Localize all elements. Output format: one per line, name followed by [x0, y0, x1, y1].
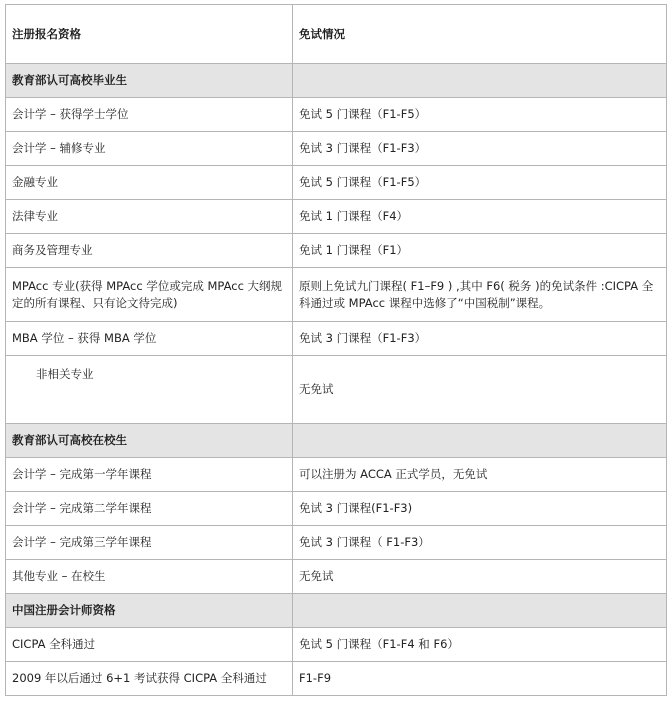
section-header-row	[6, 424, 667, 458]
table-row	[6, 98, 667, 132]
exemption-cell: 免试 3 门课程（F1-F3）	[293, 132, 667, 166]
exemption-cell: 免试 3 门课程（F1-F3）	[293, 322, 667, 356]
table-header-row	[6, 5, 667, 64]
section-title: 中国注册会计师资格	[6, 594, 293, 628]
exemption-cell: F1-F9	[293, 662, 667, 696]
table-row	[6, 492, 667, 526]
qualification-cell: MBA 学位 – 获得 MBA 学位	[6, 322, 293, 356]
exemption-cell: 免试 3 门课程(F1-F3)	[293, 492, 667, 526]
exemption-cell: 原则上免试九门课程( F1–F9 ) ,其中 F6( 税务 )的免试条件 :CICPA 全科通过或 MPAcc 课程中选修了“中国税制”课程。	[293, 268, 667, 322]
qualification-cell: 会计学 – 完成第一学年课程	[6, 458, 293, 492]
table-row	[6, 526, 667, 560]
exemption-cell: 无免试	[293, 356, 667, 424]
qualification-cell: CICPA 全科通过	[6, 628, 293, 662]
exemption-table	[5, 4, 667, 696]
section-empty-cell	[293, 64, 667, 98]
exemption-cell: 免试 1 门课程（F1）	[293, 234, 667, 268]
exemption-cell: 无免试	[293, 560, 667, 594]
qualification-cell: 商务及管理专业	[6, 234, 293, 268]
qualification-cell: 其他专业 – 在校生	[6, 560, 293, 594]
qualification-cell: MPAcc 专业(获得 MPAcc 学位或完成 MPAcc 大纲规定的所有课程、只有论文待完成)	[6, 268, 293, 322]
section-empty-cell	[293, 594, 667, 628]
table-row	[6, 560, 667, 594]
section-title: 教育部认可高校毕业生	[6, 64, 293, 98]
exemption-cell: 免试 5 门课程（F1-F4 和 F6）	[293, 628, 667, 662]
table-row	[6, 458, 667, 492]
header-exemption: 免试情况	[293, 5, 667, 64]
qualification-cell: 法律专业	[6, 200, 293, 234]
qualification-cell: 会计学 – 辅修专业	[6, 132, 293, 166]
exemption-cell: 免试 3 门课程（ F1-F3）	[293, 526, 667, 560]
table-row	[6, 166, 667, 200]
table-row	[6, 132, 667, 166]
exemption-cell: 免试 5 门课程（F1-F5）	[293, 166, 667, 200]
section-title: 教育部认可高校在校生	[6, 424, 293, 458]
exemption-cell: 免试 5 门课程（F1-F5）	[293, 98, 667, 132]
section-header-row	[6, 64, 667, 98]
table-row	[6, 234, 667, 268]
table-row	[6, 628, 667, 662]
exemption-cell: 免试 1 门课程（F4）	[293, 200, 667, 234]
exemption-cell: 可以注册为 ACCA 正式学员，无免试	[293, 458, 667, 492]
header-qualification: 注册报名资格	[6, 5, 293, 64]
qualification-cell: 2009 年以后通过 6+1 考试获得 CICPA 全科通过	[6, 662, 293, 696]
qualification-cell: 金融专业	[6, 166, 293, 200]
table-row	[6, 200, 667, 234]
table-row	[6, 662, 667, 696]
table-row	[6, 356, 667, 424]
qualification-cell: 非相关专业	[6, 356, 293, 424]
qualification-cell: 会计学 – 完成第二学年课程	[6, 492, 293, 526]
section-empty-cell	[293, 424, 667, 458]
qualification-cell: 会计学 – 完成第三学年课程	[6, 526, 293, 560]
table-row	[6, 322, 667, 356]
qualification-cell: 会计学 – 获得学士学位	[6, 98, 293, 132]
section-header-row	[6, 594, 667, 628]
table-row	[6, 268, 667, 322]
